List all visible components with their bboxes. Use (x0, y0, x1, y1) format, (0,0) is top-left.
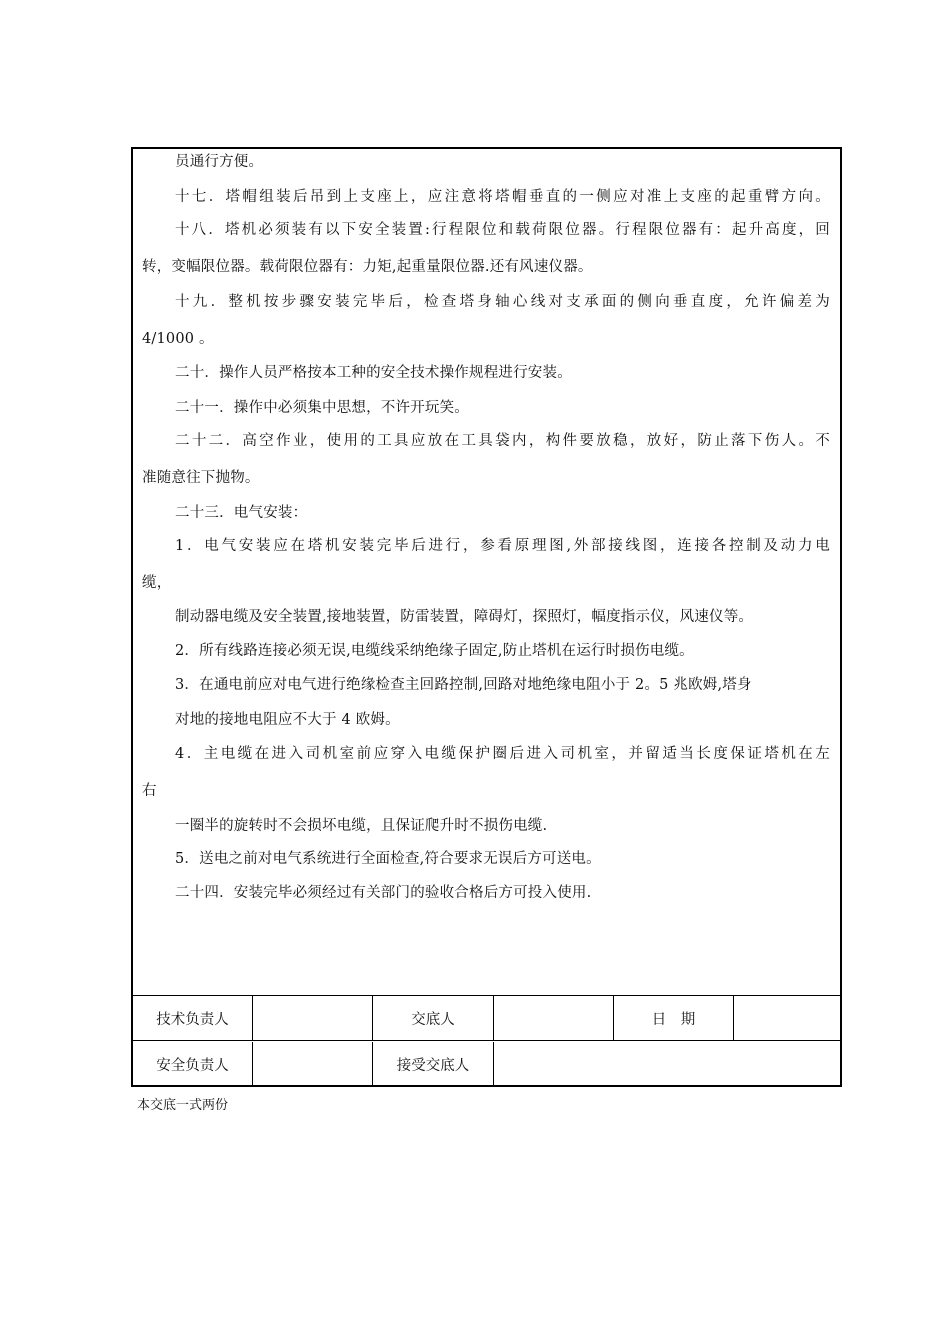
text-line: 对地的接地电阻应不大于 4 欧姆。 (175, 712, 400, 728)
text-line: 十七．塔帽组装后吊到上支座上，应注意将塔帽垂直的一侧应对准上支座的起重臂方向。 (175, 189, 830, 205)
text-line: 4/1000 。 (142, 331, 214, 347)
text-line: 2．所有线路连接必须无误,电缆线采纳绝缘子固定,防止塔机在运行时损伤电缆。 (175, 643, 694, 659)
text-line: 十九．整机按步骤安装完毕后，检查塔身轴心线对支承面的侧向垂直度，允许偏差为 (175, 294, 830, 310)
text-line: 4．主电缆在进入司机室前应穿入电缆保护圈后进入司机室，并留适当长度保证塔机在左 (175, 746, 830, 762)
date-label: 日 期 (651, 1011, 696, 1028)
presenter-field[interactable] (494, 996, 613, 1040)
text-line: 二十二．高空作业，使用的工具应放在工具袋内，构件要放稳，放好，防止落下伤人。不 (175, 433, 830, 449)
content-cell (133, 149, 840, 996)
footnote: 本交底一式两份 (137, 1098, 229, 1113)
date-field[interactable] (734, 996, 840, 1040)
text-line: 二十四．安装完毕必须经过有关部门的验收合格后方可投入使用. (175, 885, 592, 901)
tech-lead-field[interactable] (253, 996, 372, 1040)
signature-row-1 (133, 996, 840, 1041)
presenter-label: 交底人 (411, 1011, 455, 1028)
text-line: 二十一．操作中必须集中思想，不许开玩笑。 (175, 400, 469, 416)
tech-lead-label: 技术负责人 (156, 1011, 229, 1028)
text-line: 1．电气安装应在塔机安装完毕后进行，参看原理图,外部接线图，连接各控制及动力电 (175, 538, 830, 554)
receiver-field[interactable] (494, 1042, 840, 1087)
signature-row-2 (133, 1042, 840, 1087)
text-line: 员通行方便。 (175, 154, 264, 170)
document-frame (131, 147, 842, 1087)
text-line: 二十．操作人员严格按本工种的安全技术操作规程进行安装。 (175, 365, 572, 381)
text-line: 二十三．电气安装： (175, 505, 308, 521)
text-line: 右 (142, 783, 157, 799)
text-line: 十八．塔机必须装有以下安全装置:行程限位和载荷限位器。行程限位器有：起升高度，回 (175, 222, 830, 238)
text-line: 准随意往下抛物。 (142, 470, 260, 486)
text-line: 转，变幅限位器。载荷限位器有：力矩,起重量限位器.还有风速仪器。 (142, 259, 593, 275)
safety-lead-field[interactable] (253, 1042, 372, 1087)
text-line: 缆， (142, 575, 172, 591)
text-line: 5．送电之前对电气系统进行全面检查,符合要求无误后方可送电。 (175, 851, 601, 867)
receiver-label: 接受交底人 (396, 1058, 470, 1074)
text-line: 3．在通电前应对电气进行绝缘检查主回路控制,回路对地绝缘电阻小于 2。5 兆欧姆,塔身 (175, 677, 752, 693)
text-line: 一圈半的旋转时不会损坏电缆，且保证爬升时不损伤电缆. (175, 818, 548, 834)
safety-lead-label: 安全负责人 (156, 1058, 229, 1074)
text-line: 制动器电缆及安全装置,接地装置，防雷装置，障碍灯，探照灯，幅度指示仪，风速仪等。 (175, 609, 754, 625)
